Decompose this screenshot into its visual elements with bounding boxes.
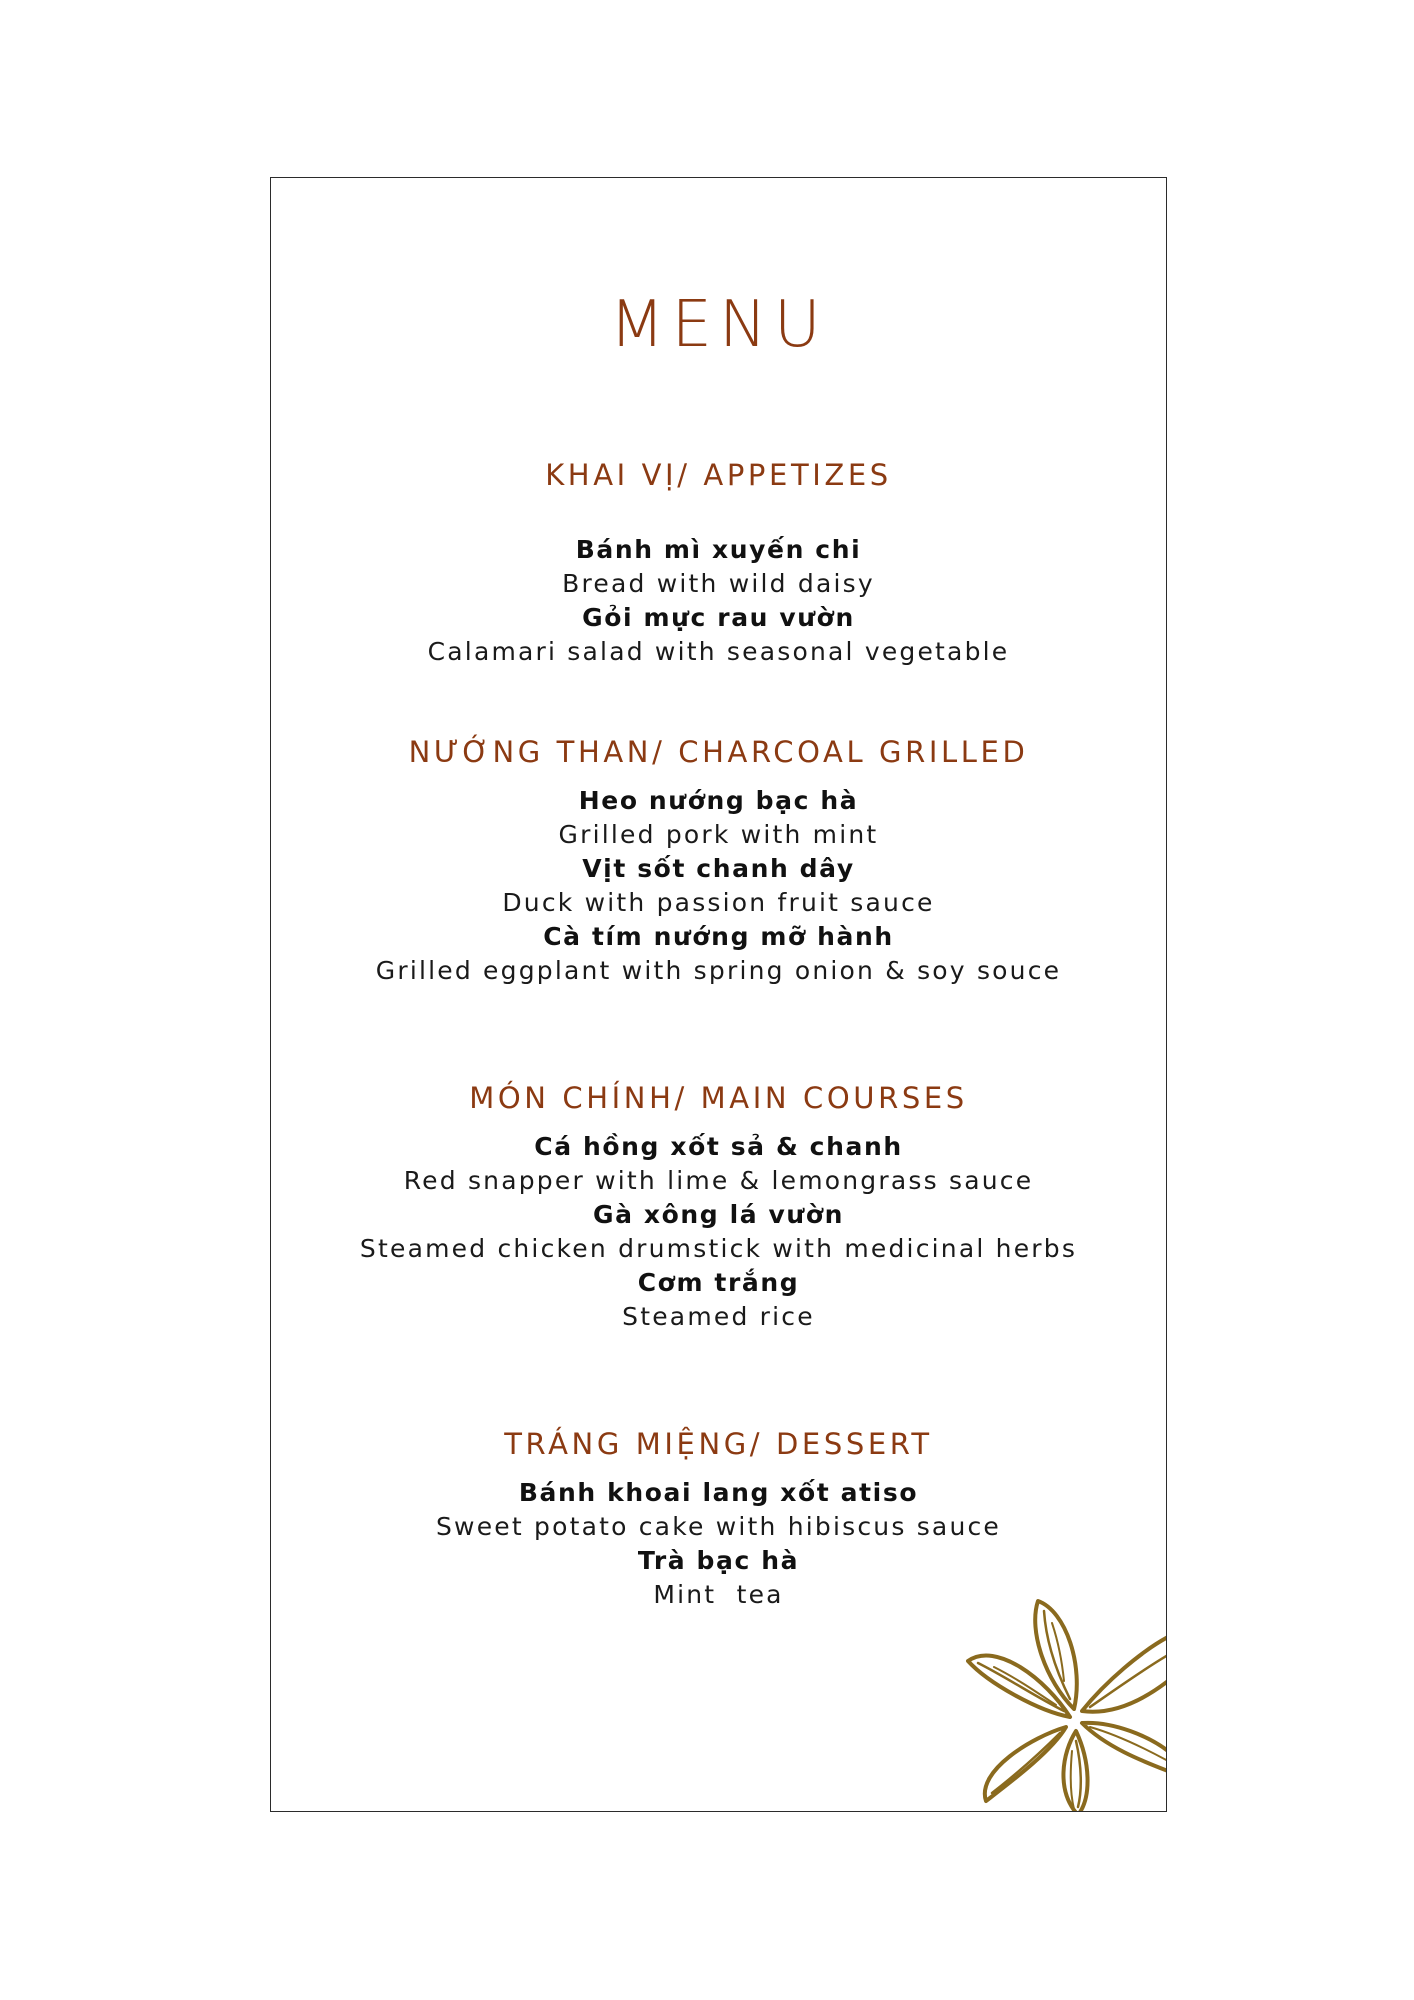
list-item (271, 601, 1166, 669)
dish-name-vi: Gỏi mực rau vườn (582, 603, 855, 632)
section-heading: NƯỚNG THAN/ CHARCOAL GRILLED (408, 735, 1029, 769)
dish-name-vi: Cá hồng xốt sả & chanh (534, 1132, 903, 1161)
dish-name-en: Grilled eggplant with spring onion & soy souce (375, 956, 1062, 985)
list-item (271, 533, 1166, 601)
section-main-courses (271, 1078, 1166, 1334)
dish-name-en: Steamed chicken drumstick with medicinal herbs (359, 1234, 1078, 1263)
menu-title: MENU (609, 288, 828, 362)
menu-card (270, 177, 1167, 1812)
dish-name-vi: Bánh mì xuyến chi (575, 535, 862, 564)
dish-name-vi: Gà xông lá vườn (592, 1200, 844, 1229)
dish-name-vi: Bánh khoai lang xốt atiso (518, 1478, 919, 1507)
dish-name-en: Grilled pork with mint (558, 820, 879, 849)
section-appetizers (271, 455, 1166, 669)
dish-name-en: Red snapper with lime & lemongrass sauce (403, 1166, 1034, 1195)
flower-icon (966, 1571, 1166, 1811)
list-item (271, 1130, 1166, 1198)
section-heading: MÓN CHÍNH/ MAIN COURSES (469, 1081, 968, 1115)
item-list (271, 533, 1166, 669)
dish-name-vi: Cơm trắng (637, 1268, 800, 1297)
list-item (271, 1198, 1166, 1266)
dish-name-en: Duck with passion fruit sauce (502, 888, 935, 917)
dish-name-en: Mint tea (653, 1580, 784, 1609)
dish-name-vi: Vịt sốt chanh dây (582, 854, 855, 883)
list-item (271, 1266, 1166, 1334)
item-list (271, 784, 1166, 988)
section-heading: KHAI VỊ/ APPETIZES (545, 458, 892, 492)
dish-name-en: Sweet potato cake with hibiscus sauce (435, 1512, 1002, 1541)
section-charcoal-grilled (271, 732, 1166, 988)
list-item (271, 852, 1166, 920)
dish-name-vi: Cà tím nướng mỡ hành (543, 922, 894, 951)
list-item (271, 1476, 1166, 1544)
list-item (271, 920, 1166, 988)
item-list (271, 1130, 1166, 1334)
dish-name-en: Steamed rice (622, 1302, 815, 1331)
section-heading: TRÁNG MIỆNG/ DESSERT (504, 1427, 933, 1461)
list-item (271, 784, 1166, 852)
dish-name-en: Calamari salad with seasonal vegetable (427, 637, 1010, 666)
dish-name-en: Bread with wild daisy (562, 569, 875, 598)
dish-name-vi: Trà bạc hà (637, 1546, 800, 1575)
dish-name-vi: Heo nướng bạc hà (578, 786, 859, 815)
